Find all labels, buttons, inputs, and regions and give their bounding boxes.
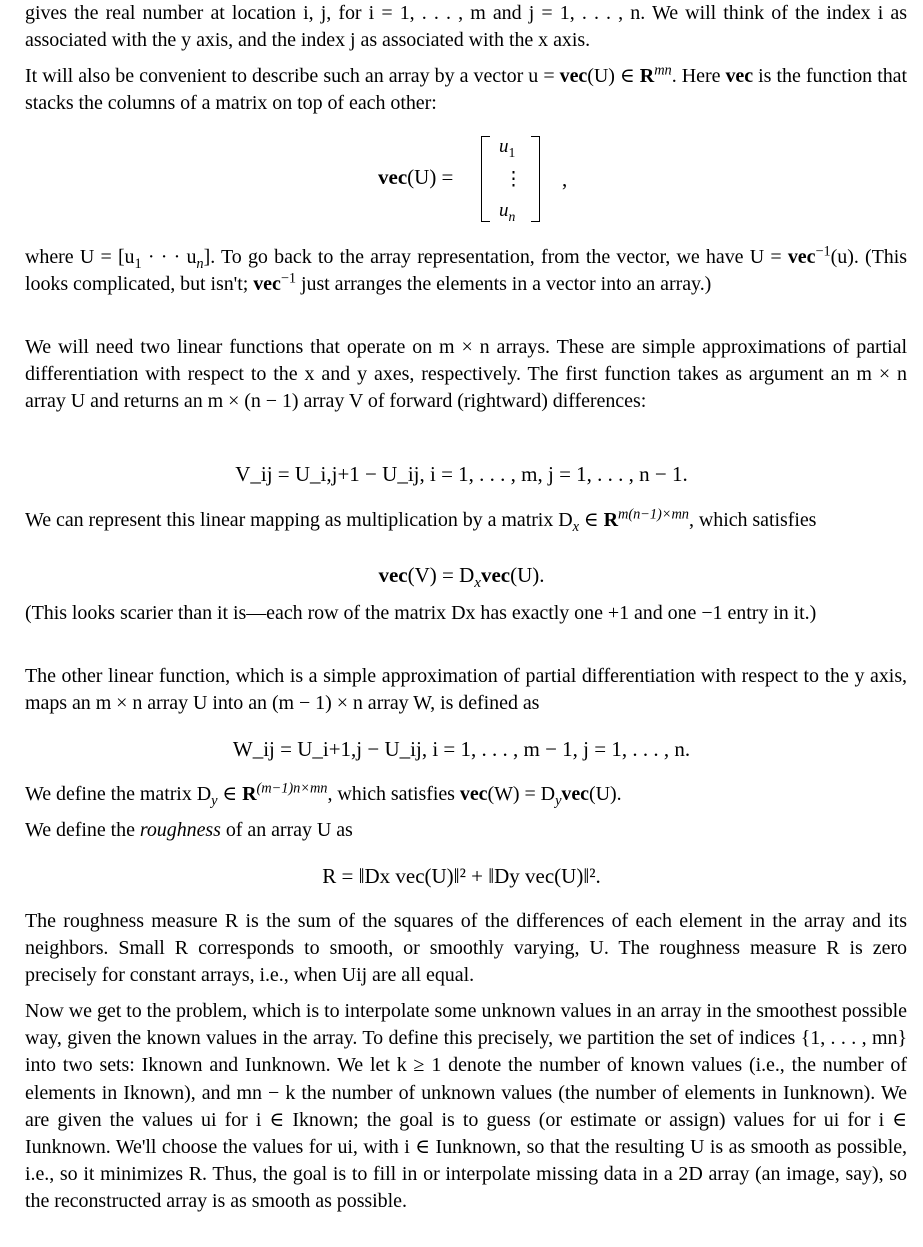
paragraph-linear-functions: We will need two linear functions that operate on m × n arrays. These are simple approximations of partial differentiation with respect to the x and y axes, respectively. The first function takes as argument an m × n array U and returns an m × (n − 1) array V of forward (rightward) differences: (25, 336, 907, 413)
paragraph-array-indexing: gives the real number at location i, j, for i = 1, . . . , m and j = 1, . . . , n. We will think of the index i as associated with the y axis, and the index j as associated with the x axis. (25, 2, 907, 52)
paragraph-interpolation-problem: Now we get to the problem, which is to interpolate some unknown values in an array in the smoothest possible way, given the known values in the array. To define this precisely, we partition the set of indices {1, . . . , mn} into two sets: Iknown and Iunknown. We let k ≥ 1 denote the number of known values (i.e., the number of elements in Iknown), and mn − k the number of unknown values (the number of elements in Iunknown). We are given the values ui for i ∈ Iknown; the goal is to guess (or estimate or assign) values for ui for i ∈ Iunknown. We'll choose the values for ui, with i ∈ Iunknown, so that the resulting U is as smooth as possible, i.e., so it minimizes R. Thus, the goal is to fill in or interpolate missing data in a 2D array (an image, say), so the reconstructed array is as smooth as possible. (25, 1000, 907, 1213)
right-bracket (531, 136, 540, 222)
paragraph-roughness-definition: We define the roughness of an array U as (25, 819, 353, 841)
left-bracket (481, 136, 490, 222)
paragraph-vec-inverse: where $U = [u_1$ · · · $u_n$]. To go back to the array representation, from the vector, we have U = vec$^{-1}$(u). (This looks complicated, but isn't; vec$^{-1}$ just arranges the elements in a vector into an array.) (25, 243, 907, 296)
equation-forward-differences: V_ij = U_i,j+1 − U_ij, i = 1, . . . , m, j = 1, . . . , n − 1. (235, 462, 688, 486)
paragraph-dx-note: (This looks scarier than it is—each row of the matrix Dx has exactly one +1 and one −1 entry in it.) (25, 602, 817, 624)
equation-downward-differences: W_ij = U_i+1,j − U_ij, i = 1, . . . , m − 1, j = 1, . . . , n. (232, 737, 691, 761)
equation-roughness: R = ‖Dx vec(U)‖² + ‖Dy vec(U)‖². (322, 864, 601, 888)
paragraph-dx-matrix: We can represent this linear mapping as multiplication by a matrix $D_x$ ∈ $R^{m(n-1)\times mn}$, which satisfies (25, 506, 817, 535)
paragraph-y-differences: The other linear function, which is a simple approximation of partial differentiation with respect to the y axis, maps an m × n array U into an (m − 1) × n array W, is defined as (25, 665, 907, 715)
paragraph-roughness-explanation: The roughness measure R is the sum of the squares of the differences of each element in the array and its neighbors. Small R corresponds to smooth, or smoothly varying, U. The roughness measure R is zero precisely for constant arrays, i.e., when Uij are all equal. (25, 910, 907, 987)
document-page: gives the real number at location i, j, for i = 1, . . . , m and j = 1, . . . , n. We will think of the index i as associated with the y axis, and the index j as associated with the x axis. It will also be convenient to describe such an array by a vector u = vec(U) ∈ $R^{mn}$. Here vec is the function that stacks the columns of a matrix on top of each other: vec(U) = $u_1$ ⋮ $u_n$ , where $U = [u_1$ · · · $u_n$]. To go back to the array representation, from the vector, we have U = vec$^{-1}$(u). (This looks complicated, but isn't; vec$^{-1}$ just arranges the elements in a vector into an array.) We will need two linear functions that operate on m × n arrays. These are simple approximations of partial differentiation with respect to the x and y axes, respectively. The first function takes as argument an m × n array U and returns an m × (n − 1) array V of forward (rightward) differences: V_ij = U_i,j+1 − U_ij, i = 1, . . . , m, j = 1, . . . , n − 1. We can represent this linear mapping as multiplication by a matrix $D_x$ ∈ $R^{m(n-1)\times mn}$, which satisfies $vec(V) = D_xvec(U)$. (This looks scarier than it is—each row of the matrix Dx has exactly one +1 and one −1 entry in it.) The other linear function, which is a simple approximation of partial differentiation with respect to the y axis, maps an m × n array U into an (m − 1) × n array W, is defined as W_ij = U_i+1,j − U_ij, i = 1, . . . , m − 1, j = 1, . . . , n. We define the matrix $D_y$ ∈ $R^{(m-1)n\times mn}$, which satisfies $vec(W) = D_yvec(U)$. We define the roughness of an array U as R = ‖Dx vec(U)‖² + ‖Dy vec(U)‖². The roughness measure R is the sum of the squares of the differences of each element in the array and its neighbors. Small R corresponds to smooth, or smoothly varying, U. The roughness measure R is zero precisely for constant arrays, i.e., when Uij are all equal. Now we get to the problem, which is to interpolate some unknown values in an array in the smoothest possible way, given the known values in the array. To define this precisely, we partition the set of indices {1, . . . , mn} into two sets: Iknown and Iunknown. We let k ≥ 1 denote the number of known values (i.e., the number of elements in Iknown), and mn − k the number of unknown values (the number of elements in Iunknown). We are given the values ui for i ∈ Iknown; the goal is to guess (or estimate or assign) values for ui for i ∈ Iunknown. We'll choose the values for ui, with i ∈ Iunknown, so that the resulting U is as smooth as possible, i.e., so it minimizes R. Thus, the goal is to fill in or interpolate missing data in a 2D array (an image, say), so the reconstructed array is as smooth as possible. (0, 0, 923, 1247)
paragraph-dy-matrix: We define the matrix $D_y$ ∈ $R^{(m-1)n\times mn}$, which satisfies $vec(W) = D_yvec(U)$. (25, 780, 622, 809)
paragraph-vec-definition: It will also be convenient to describe such an array by a vector u = vec(U) ∈ $R^{mn}$. Here vec is the function that stacks the columns of a matrix on top of each other: (25, 62, 907, 115)
equation-vec-dx: $vec(V) = D_xvec(U)$. (378, 563, 545, 592)
